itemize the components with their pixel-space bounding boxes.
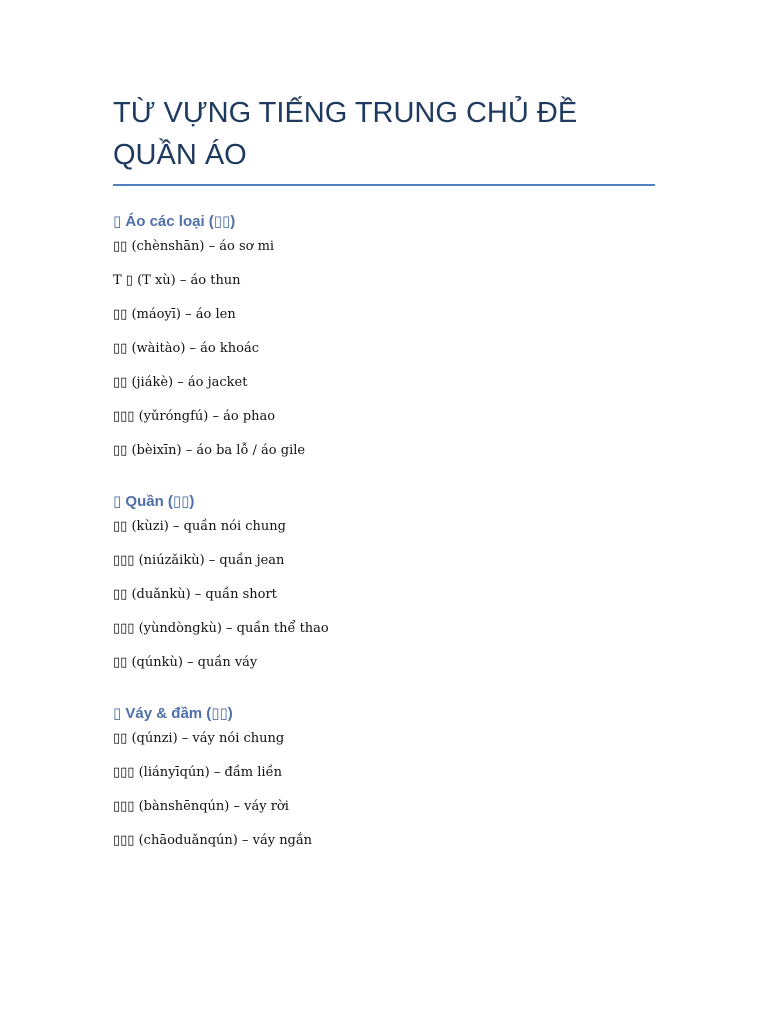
- vocab-item: ▯▯ (chènshān) – áo sơ mi: [113, 239, 275, 254]
- section-heading: ▯ Quần (▯▯): [113, 493, 195, 510]
- vocab-item: ▯▯ (máoyī) – áo len: [113, 307, 236, 322]
- section-skirts-dresses: [113, 704, 655, 850]
- section-tops: [113, 212, 655, 460]
- vocab-item: ▯▯ (duǎnkù) – quần short: [113, 587, 277, 602]
- section-heading: ▯ Áo các loại (▯▯): [113, 213, 236, 230]
- section-heading: ▯ Váy & đầm (▯▯): [113, 705, 233, 722]
- vocab-item: ▯▯ (qúnkù) – quần váy: [113, 655, 258, 670]
- vocab-item: ▯▯▯ (yùndòngkù) – quần thể thao: [113, 621, 329, 636]
- document-page: [113, 92, 655, 850]
- vocab-item: ▯▯ (jiákè) – áo jacket: [113, 375, 248, 390]
- vocab-item: ▯▯ (wàitào) – áo khoác: [113, 341, 260, 356]
- section-pants: [113, 492, 655, 672]
- vocab-item: ▯▯▯ (bànshēnqún) – váy rời: [113, 799, 289, 814]
- vocab-item: ▯▯ (qúnzi) – váy nói chung: [113, 731, 285, 746]
- vocab-item: ▯▯ (kùzi) – quần nói chung: [113, 519, 286, 534]
- document-title: TỪ VỰNG TIẾNG TRUNG CHỦ ĐỀ QUẦN ÁO: [113, 92, 655, 186]
- vocab-item: ▯▯▯ (chāoduǎnqún) – váy ngắn: [113, 833, 313, 848]
- vocab-item: ▯▯ (bèixīn) – áo ba lỗ / áo gile: [113, 443, 306, 458]
- vocab-item: ▯▯▯ (niúzǎikù) – quần jean: [113, 553, 285, 568]
- vocab-item: ▯▯▯ (yǔróngfú) – áo phao: [113, 409, 276, 424]
- vocab-item: ▯▯▯ (liányīqún) – đầm liền: [113, 765, 282, 780]
- vocab-item: T ▯ (T xù) – áo thun: [113, 273, 241, 288]
